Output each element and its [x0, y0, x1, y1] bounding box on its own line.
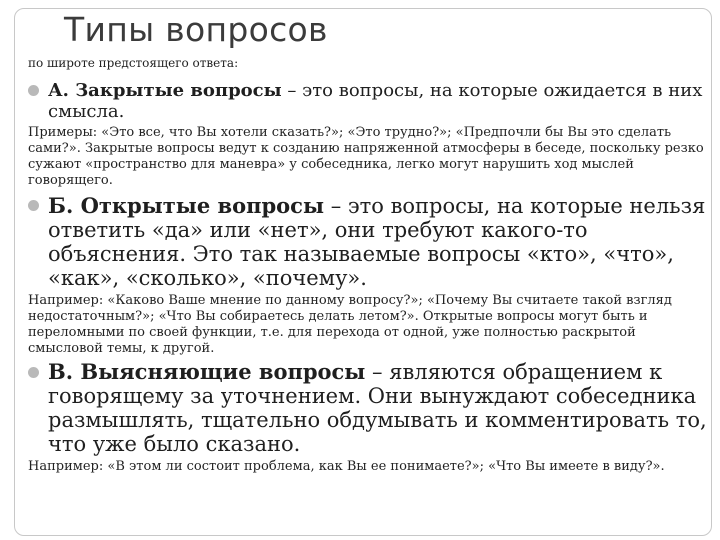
section-open-questions: [28, 194, 708, 357]
bullet-row: [28, 80, 708, 122]
bullet-dot-icon: [28, 85, 39, 96]
section-text: – являются обращением к говорящему за уточнением. Они вынуждают собеседника размышлять, тщательно обдумывать и комментировать то, что уже было сказано.: [48, 360, 707, 456]
bullet-text: [48, 360, 708, 456]
section-heading: Б. Открытые вопросы: [48, 193, 325, 218]
section-text: – это вопросы, на которые ожидается в них смысла.: [48, 80, 703, 122]
bullet-text: [48, 194, 708, 290]
bullet-row: [28, 360, 708, 456]
slide-title: Типы вопросов: [64, 10, 328, 49]
section-text: – это вопросы, на которые нельзя ответить «да» или «нет», они требуют какого-то объяснения. Это так называемые вопросы «кто», «что», «как», «сколько», «почему».: [48, 194, 706, 290]
section-clarifying-questions: [28, 360, 708, 475]
bullet-dot-icon: [28, 200, 39, 211]
section-example: Примеры: «Это все, что Вы хотели сказать?»; «Это трудно?»; «Предпочли бы Вы это сделать сами?». Закрытые вопросы ведут к созданию напряженной атмосферы в беседе, поскольку резко сужают «пространство для маневра» у собеседника, легко могут нарушить ход мыслей говорящего.: [28, 125, 704, 188]
section-heading: А. Закрытые вопросы: [48, 80, 282, 101]
slide-subtitle: по широте предстоящего ответа:: [28, 56, 239, 70]
section-example: Например: «В этом ли состоит проблема, как Вы ее понимаете?»; «Что Вы имеете в виду?».: [28, 459, 665, 474]
bullet-text: [48, 80, 708, 122]
section-example: Например: «Каково Ваше мнение по данному вопросу?»; «Почему Вы считаете такой взгляд недостаточным?»; «Что Вы собираетесь делать летом?». Открытые вопросы могут быть и переломными по своей функции, т.е. для перехода от одной, уже полностью раскрытой смысловой темы, к другой.: [28, 293, 672, 356]
section-heading: В. Выясняющие вопросы: [48, 359, 366, 384]
section-closed-questions: [28, 80, 708, 189]
bullet-dot-icon: [28, 367, 39, 378]
bullet-row: [28, 194, 708, 290]
